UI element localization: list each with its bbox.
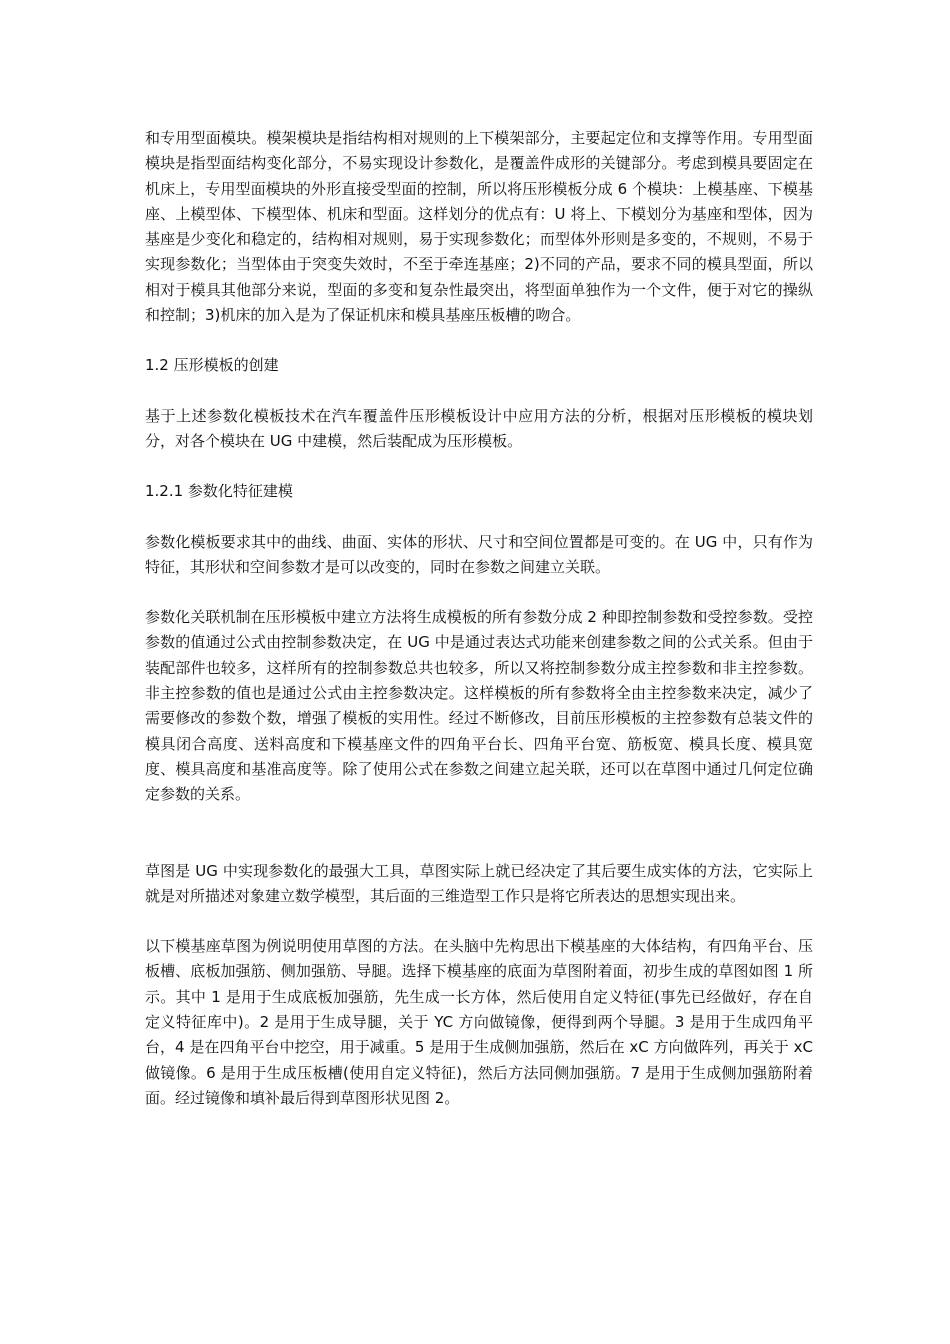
paragraph-parameter-association: 参数化关联机制在压形模板中建立方法将生成模板的所有参数分成 2 种即控制参数和受控参数。受控参数的值通过公式由控制参数决定，在 UG 中是通过表达式功能来创建参数之间的公式关系。但由于装配部件也较多，这样所有的控制参数总共也较多，所以又将控制参数分成主控参数和非主控参数。非主控参数的值也是通过公式由主控参数决定。这样模板的所有参数将全由主控参数来决定，减少了需要修改的参数个数，增强了模板的实用性。经过不断修改，目前压形模板的主控参数有总装文件的模具闭合高度、送料高度和下模基座文件的四角平台长、四角平台宽、筋板宽、模具长度、模具宽度、模具高度和基准高度等。除了使用公式在参数之间建立起关联，还可以在草图中通过几何定位确定参数的关系。 <box>145 608 813 804</box>
section-heading-1-2: 1.2 压形模板的创建 <box>145 356 279 375</box>
paragraph-sketch-example: 以下模基座草图为例说明使用草图的方法。在头脑中先构思出下模基座的大体结构，有四角平台、压板槽、底板加强筋、侧加强筋、导腿。选择下模基座的底面为草图附着面，初步生成的草图如图 1 所示。其中 1 是用于生成底板加强筋，先生成一长方体，然后使用自定义特征(事先已经做好，存在自定义特征库中)。2 是用于生成导腿，关于 YC 方向做镜像，便得到两个导腿。3 是用于生成四角平台，4 是在四角平台中挖空，用于减重。5 是用于生成侧加强筋，然后在 xC 方向做阵列，再关于 xC 做镜像。6 是用于生成压板槽(使用自定义特征)，然后方法同侧加强筋。7 是用于生成侧加强筋附着面。经过镜像和填补最后得到草图形状见图 2。 <box>145 937 813 1107</box>
paragraph-spacer <box>145 808 813 859</box>
paragraph-spacer <box>145 379 813 404</box>
paragraph-parametric-template: 参数化模板要求其中的曲线、曲面、实体的形状、尺寸和空间位置都是可变的。在 UG 中，只有作为特征，其形状和空间参数才是可以改变的，同时在参数之间建立关联。 <box>145 532 813 576</box>
section-heading-1-2-1: 1.2.1 参数化特征建模 <box>145 482 293 501</box>
paragraph-spacer <box>145 454 813 479</box>
paragraph-module-division: 和专用型面模块。模架模块是指结构相对规则的上下模架部分，主要起定位和支撑等作用。专用型面模块是指型面结构变化部分，不易实现设计参数化，是覆盖件成形的关键部分。考虑到模具要固定在机床上，专用型面模块的外形直接受型面的控制，所以将压形模板分成 6 个模块：上模基座、下模基座、上模型体、下模型体、机床和型面。这样划分的优点有：U 将上、下模划分为基座和型体，因为基座是少变化和稳定的，结构相对规则，易于实现参数化；而型体外形则是多变的，不规则，不易于实现参数化；当型体由于突变失效时，不至于牵连基座；2)不同的产品，要求不同的模具型面，所以相对于模具其他部分来说，型面的多变和复杂性最突出，将型面单独作为一个文件，便于对它的操纵和控制；3)机床的加入是为了保证机床和模具基座压板槽的吻合。 <box>145 129 813 325</box>
paragraph-spacer <box>145 328 813 353</box>
paragraph-spacer <box>145 909 813 934</box>
paragraph-sketch-tool: 草图是 UG 中实现参数化的最强大工具，草图实际上就已经决定了其后要生成实体的方法，它实际上就是对所描述对象建立数学模型，其后面的三维造型工作只是将它所表达的思想实现出来。 <box>145 861 813 905</box>
paragraph-spacer <box>145 505 813 530</box>
paragraph-template-creation: 基于上述参数化模板技术在汽车覆盖件压形模板设计中应用方法的分析，根据对压形模板的模块划分，对各个模块在 UG 中建模，然后装配成为压形模板。 <box>145 406 813 450</box>
paragraph-spacer <box>145 580 813 605</box>
document-body <box>145 126 813 1111</box>
